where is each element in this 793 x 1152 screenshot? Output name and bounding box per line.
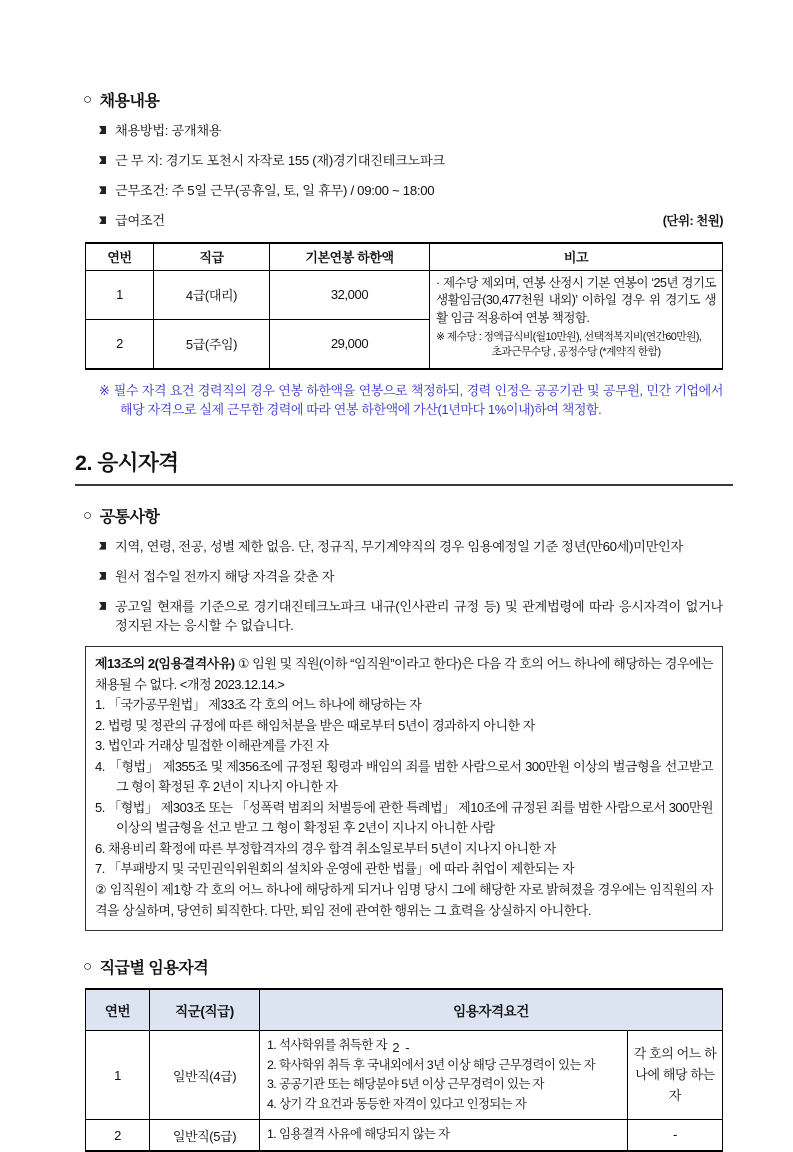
- circle-bullet-icon: ○: [83, 91, 92, 108]
- qual-row2-requirements: [260, 1120, 628, 1151]
- square-bullet-icon: [99, 216, 106, 224]
- qual-row2-no: 2: [86, 1120, 150, 1151]
- law-item-1: 1. 「국가공무원법」 제33조 각 호의 어느 하나에 해당하는 자: [95, 697, 422, 713]
- law-intro: ① 임원 및 직원(이하 “임직원”이라고 한다)은 다음 각 호의 어느 하나에 해당하는 경우에는 채용될 수 없다. <개정 2023.12.14.>: [95, 656, 713, 692]
- unit-note: (단위: 천원): [662, 214, 723, 229]
- grade-qual-heading-label: 직급별 임용자격: [99, 960, 209, 978]
- law-item-5: 5. 「형법」 제303조 또는 「성폭력 범죄의 처벌등에 관한 특례법」 제10조에 규정된 죄를 범한 사람으로서 300만원 이상의 벌금형을 선고 받고 그 형이 확정된 후 2년이 지나지 아니한 사람: [95, 799, 713, 836]
- row1-salary: 32,000: [270, 270, 430, 319]
- page-number: - 2 -: [382, 1040, 411, 1055]
- table-row: [86, 1120, 723, 1151]
- law-intro-paragraph: [95, 654, 713, 695]
- recruit-method-text: 채용방법: 공개채용: [115, 123, 222, 138]
- qual-row1-group: 일반직(4급): [150, 1031, 260, 1120]
- circle-bullet-icon: ○: [83, 958, 92, 976]
- law-item-4: 4. 「형법」 제355조 및 제356조에 규정된 횡령과 배임의 죄를 범한 사람으로서 300만원 이상의 벌금형을 선고받고 그 형이 확정된 후 2년이 지나지 아니한 자: [95, 758, 713, 795]
- career-recognition-note: ※ 필수 자격 요건 경력직의 경우 연봉 하한액을 연봉으로 책정하되, 경력 인정은 공공기관 및 공무원, 민간 기업에서 해당 자격으로 실제 근무한 경력에 따라 연봉 하한액에 가산(1년마다 1%이내)하여 책정함.: [99, 382, 723, 418]
- law-closing-paragraph: ② 임직원이 제1항 각 호의 어느 하나에 해당하게 되거나 임명 당시 그에 해당한 자로 밝혀졌을 경우에는 임직원의 자격을 상실하며, 당연히 퇴직한다. 다만, 퇴임 전에 관여한 행위는 그 효력을 상실하지 아니한다.: [95, 881, 713, 918]
- bullet-work-location: [99, 151, 723, 170]
- bullet-work-condition: [99, 181, 723, 200]
- qual-row1-no: 1: [86, 1031, 150, 1120]
- recruitment-section-heading: [83, 88, 723, 111]
- square-bullet-icon: [99, 602, 106, 610]
- qual-col-header-no: 연번: [86, 989, 150, 1031]
- common-bullet3-text: 공고일 현재를 기준으로 경기대진테크노파크 내규(인사관리 규정 등) 및 관계법령에 따라 응시자격이 없거나 정지된 자는 응시할 수 없습니다.: [115, 598, 723, 633]
- square-bullet-icon: [99, 542, 106, 550]
- common-heading-label: 공통사항: [99, 508, 160, 526]
- qualification-table: [85, 988, 723, 1152]
- salary-remark-cell: [430, 270, 723, 369]
- grade-qual-section-heading: [83, 955, 723, 978]
- common-bullet2-text: 원서 접수일 전까지 해당 자격을 갖춘 자: [115, 568, 335, 584]
- section2-title: 2. 응시자격: [75, 446, 733, 486]
- bullet-recruit-method: [99, 121, 723, 140]
- salary-condition-text: 급여조건: [115, 213, 165, 229]
- law-item-7: 7. 「부패방지 및 국민권익위원회의 설치와 운영에 관한 법률」에 따라 취업이 제한되는 자: [95, 861, 575, 877]
- recruitment-heading-label: 채용내용: [99, 93, 160, 110]
- square-bullet-icon: [99, 126, 106, 134]
- row2-no: 2: [86, 319, 154, 369]
- salary-remark-main: · 제수당 제외며, 연봉 산정시 기본 연봉이 ‘25년 경기도 생활임금(30,477천원 내외)’ 이하일 경우 위 경기도 생활 임금 적용하여 연봉 책정함.: [436, 275, 716, 326]
- requirement-line: 3. 공공기관 또는 해당분야 5년 이상 근무경력이 있는 자: [267, 1077, 544, 1092]
- col-header-no: 연번: [86, 243, 154, 271]
- qual-row2-group: 일반직(5급): [150, 1120, 260, 1151]
- row1-grade: 4급(대리): [154, 270, 270, 319]
- bullet-common-3: [99, 597, 723, 635]
- salary-remark-sub-line1: ※ 제수당 : 정액급식비(월10만원), 선택적복지비(연간60만원),: [436, 331, 702, 344]
- requirement-line: 4. 상기 각 요건과 동등한 자격이 있다고 인정되는 자: [267, 1096, 527, 1111]
- requirement-line: 1. 임용결격 사유에 해당되지 않는 자: [267, 1127, 450, 1142]
- law-item-2: 2. 법령 및 정관의 규정에 따른 해임처분을 받은 때로부터 5년이 경과하지 아니한 자: [95, 717, 535, 733]
- bullet-salary-condition: [99, 211, 723, 230]
- work-condition-text: 근무조건: 주 5일 근무(공휴일, 토, 일 휴무) / 09:00 ~ 18:00: [115, 183, 435, 199]
- qual-row2-condition: -: [627, 1120, 722, 1151]
- square-bullet-icon: [99, 156, 106, 164]
- requirement-line: 1. 석사학위를 취득한 자: [267, 1038, 387, 1053]
- law-title: 제13조의 2(임용결격사유): [95, 656, 235, 672]
- work-location-text: 근 무 지: 경기도 포천시 자작로 155 (재)경기대진테크노파크: [115, 153, 445, 169]
- table-row: [86, 270, 723, 319]
- square-bullet-icon: [99, 572, 106, 580]
- common-bullet1-text: 지역, 연령, 전공, 성별 제한 없음. 단, 정규직, 무기계약직의 경우 임용예정일 기준 정년(만60세)미만인자: [115, 538, 683, 554]
- law-item-3: 3. 법인과 거래상 밀접한 이해관계를 가진 자: [95, 738, 329, 754]
- salary-remark-sub-line2: 초과근무수당 , 공정수당 (*계약직 한함): [491, 346, 661, 359]
- qual-col-header-requirements: 임용자격요건: [260, 989, 723, 1031]
- qual-table-header-row: [86, 989, 723, 1031]
- salary-table: [85, 242, 723, 370]
- col-header-salary: 기본연봉 하한액: [270, 243, 430, 271]
- row2-salary: 29,000: [270, 319, 430, 369]
- row2-grade: 5급(주임): [154, 319, 270, 369]
- row1-no: 1: [86, 270, 154, 319]
- bullet-common-2: [99, 567, 723, 586]
- col-header-remark: 비고: [430, 243, 723, 271]
- col-header-grade: 직급: [154, 243, 270, 271]
- square-bullet-icon: [99, 186, 106, 194]
- law-item-6: 6. 채용비리 확정에 따른 부정합격자의 경우 합격 취소일로부터 5년이 지나지 아니한 자: [95, 840, 556, 856]
- disqualification-law-box: [85, 646, 723, 931]
- salary-table-header-row: [86, 243, 723, 271]
- requirement-line: 2. 학사학위 취득 후 국내외에서 3년 이상 해당 근무경력이 있는 자: [267, 1057, 596, 1072]
- qual-row1-condition: 각 호의 어느 하나에 해당 하는 자: [627, 1031, 722, 1120]
- circle-bullet-icon: ○: [83, 506, 92, 524]
- qual-col-header-group: 직군(직급): [150, 989, 260, 1031]
- common-section-heading: [83, 504, 723, 527]
- bullet-common-1: [99, 537, 723, 556]
- salary-remark-sub: [436, 330, 716, 360]
